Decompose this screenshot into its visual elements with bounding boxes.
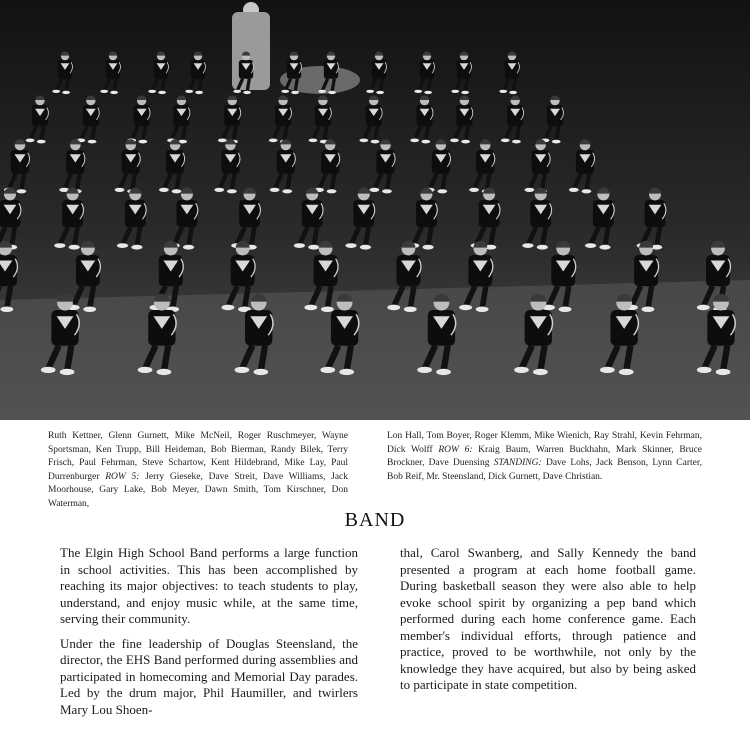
- caption-line: Mr. Steensland, Dick Gurnett, Dave Christian.: [426, 471, 603, 482]
- caption-line: Ruth Kettner, Glenn Gurnett, Mike McNeil, Roger Ruschmeyer,: [48, 431, 317, 441]
- article-paragraph: The Elgin High School Band performs a large function in school activities. This has been accomplished by reaching its major objectives: to teach students to play, understand, and enjoy music while, at the same time, serving their community.: [60, 545, 358, 626]
- page-title: BAND: [344, 509, 406, 531]
- row-marker: ROW 6:: [438, 444, 473, 455]
- row-marker: ROW 5:: [105, 471, 140, 482]
- caption-line: Wayne Sportsman, Ken Trupp, Bill Heideman, Bob Bierman,: [48, 431, 348, 455]
- article-column-left: [60, 545, 358, 726]
- caption-line: Gieseke, Dave Streit, Dave Williams, Jack Moorhouse, Gary: [48, 471, 349, 495]
- caption-line: Kraig Baum, Warren: [478, 444, 564, 455]
- caption-left: [48, 430, 348, 511]
- caption-line: Randy Bilek, Terry Frisch, Paul Fehrman, Steve Schartow, Kent: [48, 444, 348, 468]
- caption-right: [387, 430, 702, 484]
- article-column-right: [400, 545, 696, 702]
- caption-line: Dave Lohs, Jack Benson, Lynn Carter, Bob Reif,: [387, 458, 703, 482]
- caption-line: Hildebrand, Mike Lay, Paul Durrenburger: [48, 458, 348, 482]
- article-paragraph: Under the fine leadership of Douglas Steensland, the director, the EHS Band performed during assemblies and participated in homecoming and Memorial Day parades. Led by the drum major, Phil Haumiller, and twirlers Mary Lou Shoen-: [60, 635, 358, 717]
- standing-marker: STANDING:: [493, 458, 542, 468]
- caption-line: Kevin Fehrman, Dick Wolff: [387, 431, 702, 455]
- caption-line: Jerry: [145, 471, 165, 482]
- caption-line: Lon Hall, Tom Boyer, Roger Klemm, Mike Wienich, Ray Strahl,: [387, 431, 638, 441]
- caption-line: Buckhahn, Mark Skinner, Bruce Brockner, Dave Duensing: [387, 444, 703, 468]
- caption-line: Lake, Bob Meyer, Dawn Smith, Tom Kirschner, Don Waterman,: [48, 485, 349, 509]
- article-paragraph: thal, Carol Swanberg, and Sally Kennedy the band presented a program at each home football game. During basketball season they were also able to help evoke school spirit by organizing a pep band which performed during each home conference game. Each member's individual efforts, through patience and practice, proved to be worthwhile, not only by the knowledge they have acquired, but also by being asked to participate in state competition.: [400, 545, 696, 692]
